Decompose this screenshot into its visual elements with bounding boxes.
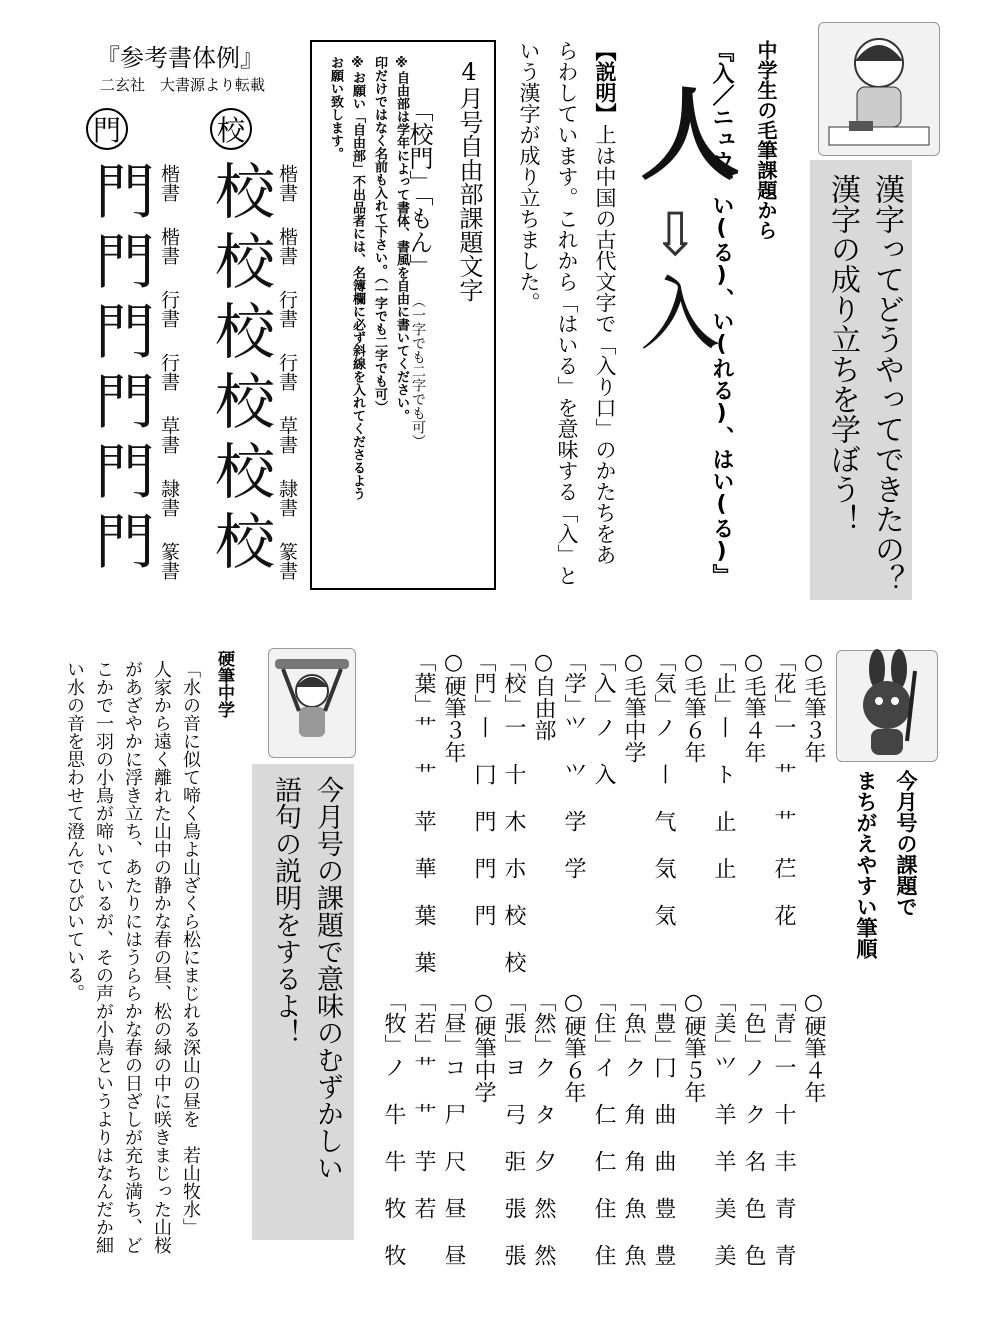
phrase-line-2: があざやかに浮き立ち、あたりにはうららかな春の日ざしが充ち満ち、ど — [122, 660, 143, 1254]
stroke-item: 「青」一 十 丰 青 青 — [771, 990, 796, 1266]
stroke-item: 「花」一 艹 艹 芢 花 — [771, 650, 796, 926]
stroke-item: 「昼」コ 尸 尺 昼 昼 — [441, 990, 466, 1266]
phrase-line-3: こかで一羽の小鳥が啼いているが、その声が小鳥というよりはなんだか細 — [93, 660, 114, 1254]
rule-3: ※お願い「自由部」不出品者には、名簿欄に必ず斜線を入れてくださるよう — [350, 56, 365, 500]
phrase-body — [60, 660, 205, 1300]
stroke-item: 「校」一 十 木 朩 校 校 — [501, 650, 526, 973]
assignment-box — [310, 40, 496, 590]
stroke-item: ○硬筆６年 — [561, 990, 586, 1103]
circle-mon-label: 門 — [86, 108, 128, 150]
stroke-item: 「入」ノ 入 — [591, 650, 616, 785]
page-title — [810, 160, 912, 600]
stroke-item: 「葉」艹 艹 苹 華 葉 葉 — [411, 650, 436, 973]
stroke-col-left-block — [408, 650, 828, 980]
stroke-item: 「魚」ク 角 角 魚 魚 — [621, 990, 646, 1266]
rabbit-brush-icon — [836, 650, 938, 762]
assignment-chars: 「校門」「もん」 — [405, 98, 433, 278]
assignment-rules — [324, 56, 412, 500]
phrase-label: 硬筆中学 — [214, 650, 234, 718]
style-label: 楷書 — [158, 164, 180, 202]
style-label: 草書 — [276, 416, 298, 454]
rule-2: 印だけではなく名前も入れて下さい。（一字でも二字でも可） — [372, 56, 387, 414]
stroke-item: ○硬筆４年 — [801, 990, 826, 1103]
style-label: 草書 — [158, 416, 180, 454]
style-label: 楷書 — [158, 227, 180, 265]
stroke-item: 「学」⺍ ⺍ 学 学 — [561, 650, 586, 879]
subtitle: 中学生の毛筆課題から — [754, 40, 778, 240]
phrase-quote: 「水の音に似て啼く鳥よ山ざくら松にまじれる深山の昼を 若山牧水」 — [180, 660, 201, 1236]
phrase-callout — [252, 764, 354, 1240]
phrase-line-1: 人家から遠く離れた山中の静かな春の昼、松の緑の中に咲きまじった山桜 — [151, 660, 172, 1254]
stroke-item: ○毛筆３年 — [801, 650, 826, 763]
boy-brush-icon — [268, 648, 356, 758]
stroke-order-list-lower — [381, 990, 828, 1280]
ancient-glyph: 人 — [640, 76, 740, 194]
stroke-item: 「牧」ノ 牛 牛 牧 牧 — [381, 990, 406, 1266]
style-label: 隷書 — [158, 479, 180, 517]
stroke-title-line-1: 今月号の課題で — [894, 770, 918, 917]
styles-column-mon — [158, 164, 198, 605]
down-arrow-icon: ⇩ — [650, 200, 701, 270]
stroke-item: 「美」⺍ 羊 羊 美 美 — [711, 990, 736, 1266]
stroke-item: ○硬筆３年 — [441, 650, 466, 763]
style-label: 隷書 — [276, 479, 298, 517]
style-label: 行書 — [158, 353, 180, 391]
assignment-title: 4月号自由部課題文字 — [455, 58, 483, 302]
rule-4: お願い致します。 — [328, 56, 343, 160]
callout-line-2: 語句の説明をするよ！ — [270, 776, 301, 1046]
stroke-item: 「色」ノ ク 名 色 色 — [741, 990, 766, 1266]
stroke-item: 「住」イ 仁 仁 住 住 — [591, 990, 616, 1266]
stroke-item: ○硬筆中学 — [471, 990, 496, 1103]
girl-calligraphy-icon — [818, 22, 940, 156]
phrase-line-4: い水の音を思わせて澄んでひびいている。 — [64, 660, 85, 1002]
stroke-order-title — [846, 770, 926, 959]
subject-character: 『入／ニュウ、い(る)、い(れる)、はい(る)』 — [709, 40, 734, 586]
title-line-1: 漢字ってどうやってできたの？ — [869, 174, 904, 594]
stroke-item: 「然」ク タ 夕 然 然 — [531, 990, 556, 1266]
stroke-item: 「気」ノ ㇑ 气 気 気 — [651, 650, 676, 926]
style-label: 行書 — [158, 290, 180, 328]
explanation-tag: 【説明】 — [593, 40, 617, 124]
ko-samples: 校校校校校校 — [205, 160, 275, 580]
circle-ko-label: 校 — [210, 108, 252, 150]
style-label: 楷書 — [276, 227, 298, 265]
stroke-item: ○自由部 — [531, 650, 556, 741]
stroke-item: 「若」艹 艹 芋 若 — [411, 990, 436, 1219]
stroke-item: ○毛筆６年 — [681, 650, 706, 763]
stroke-title-line-2: まちがえやすい筆順 — [854, 770, 878, 959]
rule-1: ※自由部は学年によって書体、書風を自由に書いてください。 — [394, 56, 409, 422]
style-label: 行書 — [276, 290, 298, 328]
explanation — [510, 40, 624, 586]
style-label: 行書 — [276, 353, 298, 391]
stroke-item: 「豊」冂 曲 曲 豊 豊 — [651, 990, 676, 1266]
styles-column-ko — [276, 164, 316, 605]
explanation-line-3: いう漢字が成り立ちました。 — [517, 40, 541, 313]
explanation-line-1: 上は中国の古代文字で「入り口」のかたちをあ — [593, 124, 617, 565]
stroke-item: 「門」丨 冂 門 門 門 — [471, 650, 496, 926]
explanation-line-2: らわしています。これから「はいる」を意味する「入」と — [555, 40, 579, 586]
stroke-item: ○毛筆４年 — [741, 650, 766, 763]
callout-line-1: 今月号の課題で意味のむずかしい — [312, 776, 343, 1181]
assignment-note: （一字でも二字でも可） — [410, 294, 426, 448]
style-label: 篆書 — [276, 542, 298, 580]
title-line-2: 漢字の成り立ちを学ぼう！ — [825, 174, 860, 534]
stroke-item: ○硬筆５年 — [681, 990, 706, 1103]
style-label: 楷書 — [276, 164, 298, 202]
mon-samples: 門門門門門門 — [85, 160, 155, 580]
reference-title: 『参考書体例』 — [96, 44, 264, 72]
stroke-item: 「止」丨 ト 止 止 — [711, 650, 736, 879]
stroke-item: 「張」ヨ 弓 弡 張 張 — [501, 990, 526, 1266]
style-label: 篆書 — [158, 542, 180, 580]
reference-source: 二玄社 大書源より転載 — [100, 76, 266, 94]
stroke-item: ○毛筆中学 — [621, 650, 646, 763]
modern-glyph: 入 — [640, 268, 720, 361]
